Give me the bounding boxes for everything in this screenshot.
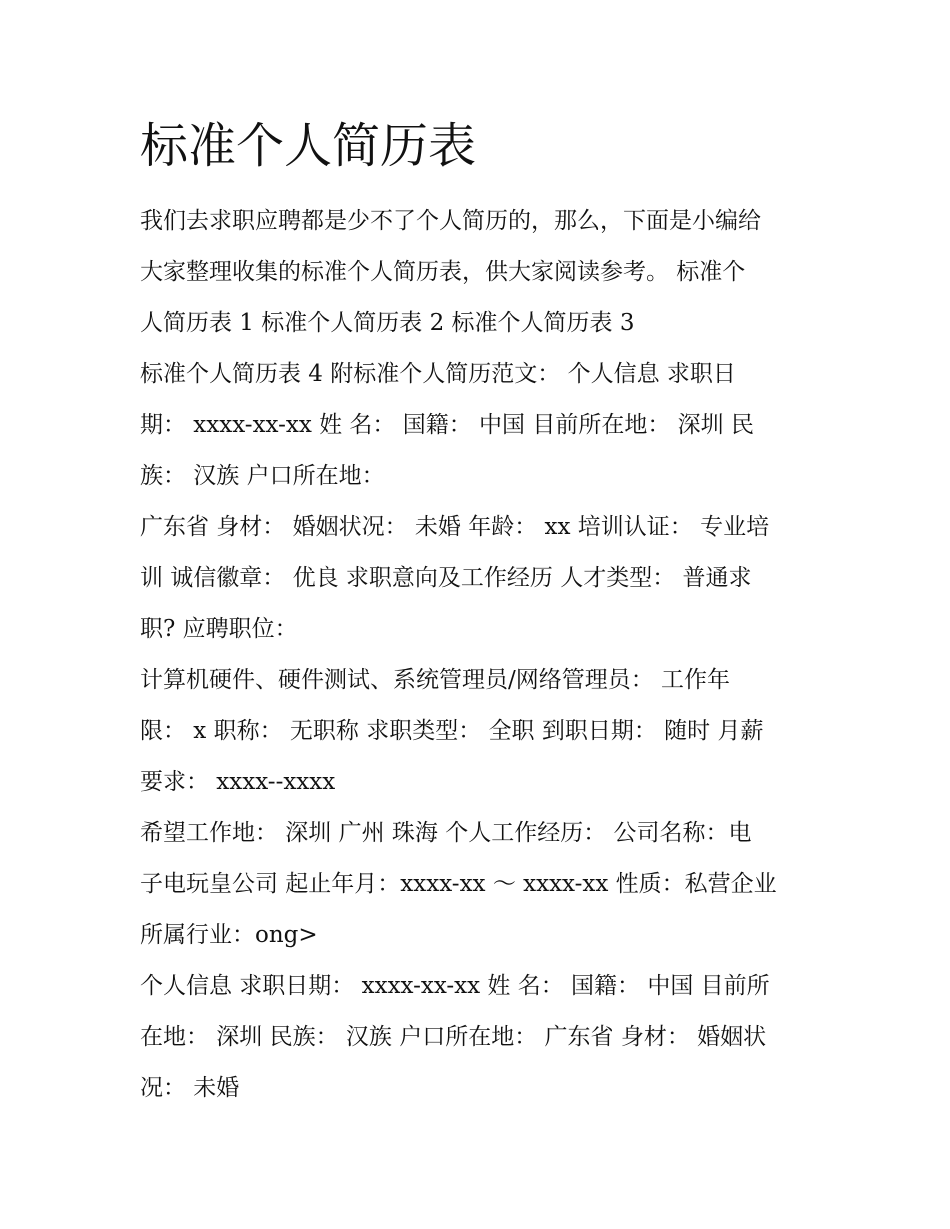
body-line-14: 子电玩皇公司 起止年月：xxxx-xx ～ xxxx-xx 性质：私营企业 — [140, 871, 777, 897]
document-body — [140, 196, 820, 1114]
body-line-2: 大家整理收集的标准个人简历表，供大家阅读参考。 标准个 — [140, 259, 746, 285]
body-line-11: 限： x 职称： 无职称 求职类型： 全职 到职日期： 随时 月薪 — [140, 718, 764, 744]
body-line-8: 训 诚信徽章： 优良 求职意向及工作经历 人才类型： 普通求 — [140, 565, 752, 591]
body-line-6: 族： 汉族 户口所在地： — [140, 463, 385, 489]
body-line-16: 个人信息 求职日期： xxxx-xx-xx 姓 名： 国籍： 中国 目前所 — [140, 973, 770, 999]
body-line-15: 所属行业：ong> — [140, 922, 318, 948]
body-line-4: 标准个人简历表 4 附标准个人简历范文： 个人信息 求职日 — [140, 361, 736, 387]
body-line-13: 希望工作地： 深圳 广州 珠海 个人工作经历： 公司名称：电 — [140, 820, 752, 846]
body-line-18: 况： 未婚 — [140, 1075, 240, 1101]
document-title: 标准个人简历表 — [140, 118, 477, 174]
body-line-7: 广东省 身材： 婚姻状况： 未婚 年龄： xx 培训认证： 专业培 — [140, 514, 770, 540]
body-line-9: 职? 应聘职位： — [140, 616, 298, 642]
body-line-3: 人简历表 1 标准个人简历表 2 标准个人简历表 3 — [140, 310, 635, 336]
body-line-17: 在地： 深圳 民族： 汉族 户口所在地： 广东省 身材： 婚姻状 — [140, 1024, 767, 1050]
body-line-5: 期： xxxx-xx-xx 姓 名： 国籍： 中国 目前所在地： 深圳 民 — [140, 412, 754, 438]
body-line-1: 我们去求职应聘都是少不了个人简历的，那么，下面是小编给 — [140, 208, 761, 234]
body-line-12: 要求： xxxx--xxxx — [140, 769, 336, 795]
body-line-10: 计算机硬件、硬件测试、系统管理员/网络管理员： 工作年 — [140, 667, 731, 693]
